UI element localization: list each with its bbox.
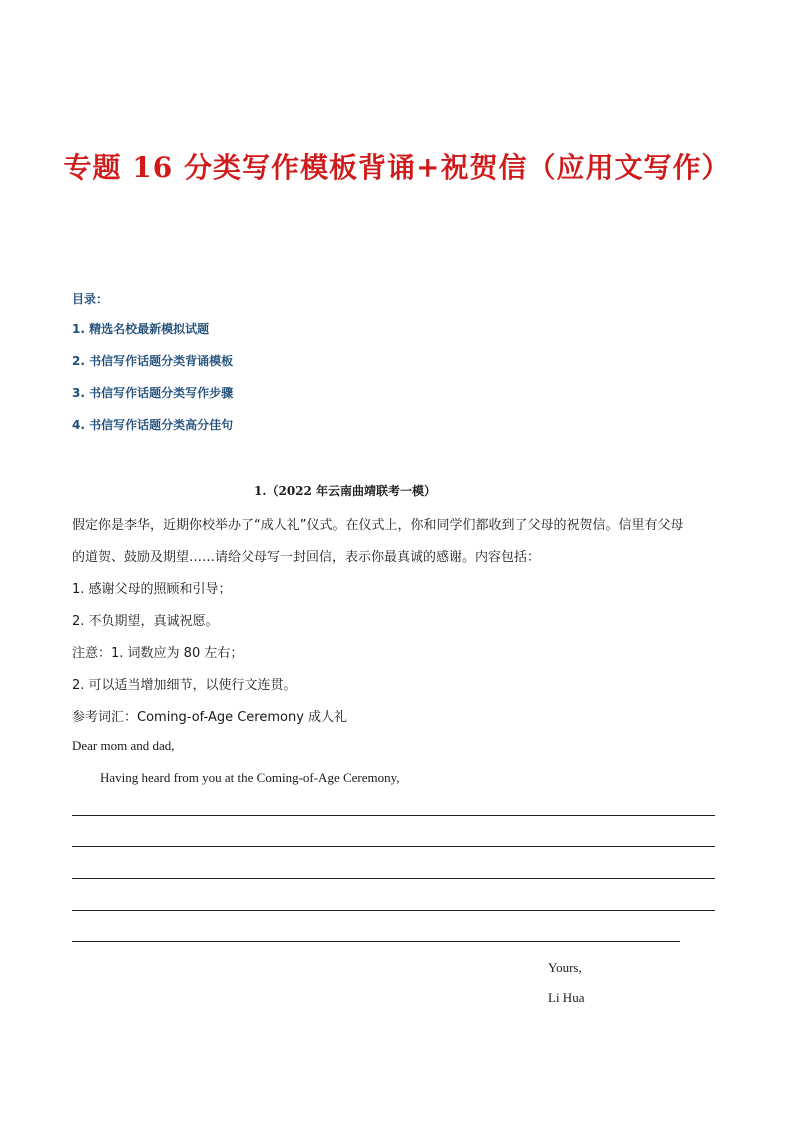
toc-item: 4. 书信写作话题分类高分佳句	[72, 418, 234, 432]
vocabulary-hint: 参考词汇：Coming-of-Age Ceremony 成人礼	[72, 710, 348, 725]
toc-label: 目录：	[72, 292, 109, 306]
note-1: 注意：1. 词数应为 80 左右；	[72, 646, 244, 661]
letter-signature: Li Hua	[548, 990, 585, 1005]
table-of-contents	[72, 290, 233, 449]
question-heading: 1.（2022 年云南曲靖联考一模）	[253, 484, 437, 498]
writing-line	[72, 846, 715, 847]
letter-greeting: Dear mom and dad,	[72, 738, 175, 753]
writing-line	[72, 878, 715, 879]
toc-item: 3. 书信写作话题分类写作步骤	[72, 386, 234, 400]
prompt-line-2: 的道贺、鼓励及期望……请给父母写一封回信，表示你最真诚的感谢。内容包括：	[72, 550, 541, 565]
writing-line	[72, 941, 680, 942]
page-title: 专题 16 分类写作模板背诵+祝贺信（应用文写作）	[63, 151, 731, 184]
note-2: 2. 可以适当增加细节，以使行文连贯。	[72, 678, 297, 693]
requirement-1: 1. 感谢父母的照顾和引导；	[72, 582, 232, 597]
letter-opening: Having heard from you at the Coming-of-Age Ceremony,	[100, 770, 400, 785]
requirement-2: 2. 不负期望，真诚祝愿。	[72, 614, 219, 629]
toc-item: 1. 精选名校最新模拟试题	[72, 322, 210, 336]
writing-line	[72, 815, 715, 816]
letter-closing: Yours,	[548, 960, 582, 975]
prompt-line-1: 假定你是李华，近期你校举办了“成人礼”仪式。在仪式上，你和同学们都收到了父母的祝贺信。信里有父母	[72, 518, 684, 533]
writing-line	[72, 910, 715, 911]
toc-item: 2. 书信写作话题分类背诵模板	[72, 354, 234, 368]
